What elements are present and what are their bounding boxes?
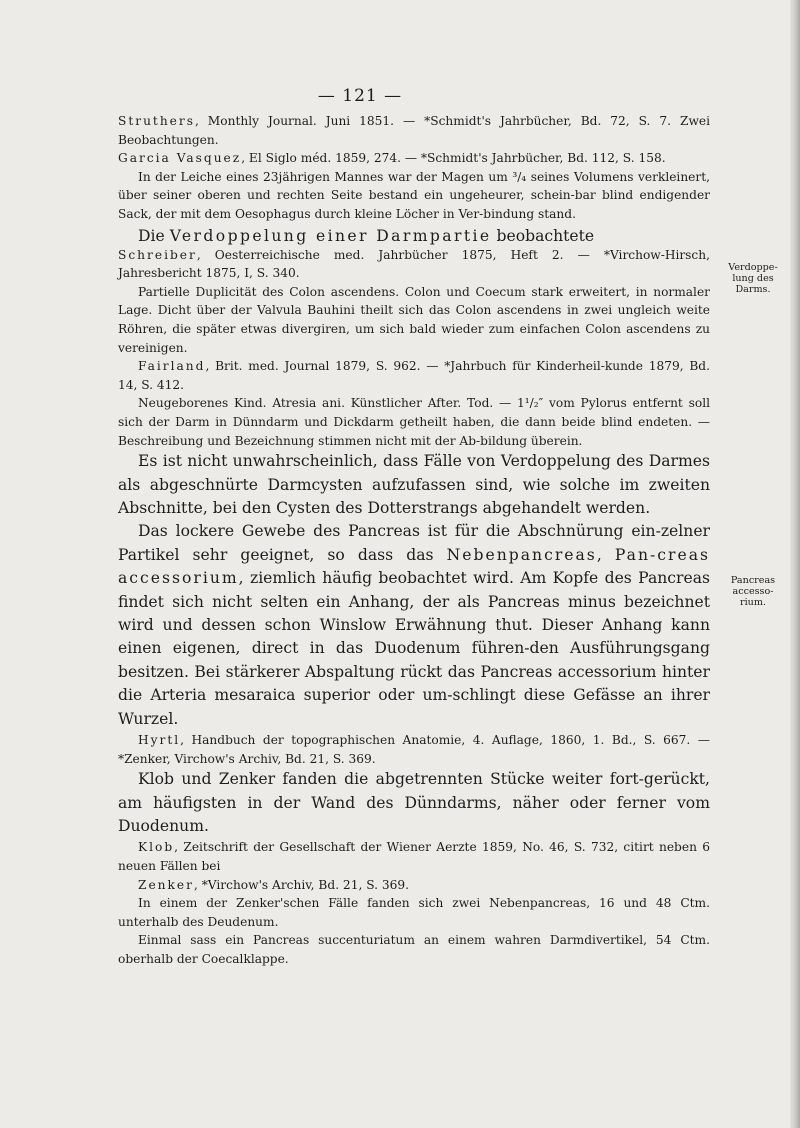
reference-schreiber: Schreiber, Oesterreichische med. Jahrbücher 1875, Heft 2. — *Virchow-Hirsch, Jahresbericht 1875, I, S. 340. [118,247,710,281]
reference-klob: Klob, Zeitschrift der Gesellschaft der Wiener Aerzte 1859, No. 46, S. 732, citirt neben 6 neuen Fällen bei [118,840,710,873]
margin-note-line: Pancreas [730,575,776,586]
page-number: — 121 — [317,86,403,106]
case-description-colon: Partielle Duplicität des Colon ascendens. Colon und Coecum stark erweitert, in normaler Lage. Dicht über der Valvula Bauhini theilt sich das Colon ascendens in zwei ungleich weite Röhren, die später etwas divergiren, um sich bald wieder zum einfachen Colon ascendens zu vereinigen. [118,284,710,355]
margin-note-line: accesso- [732,586,774,597]
case-description-nebenpancreas: In einem der Zenker'schen Fälle fanden sich zwei Nebenpancreas, 16 und 48 Ctm. unterhalb des Deudenum. [118,896,710,929]
paragraph-darmcysten: Es ist nicht unwahrscheinlich, dass Fälle von Verdoppelung des Darmes als abgeschnürte Darmcysten aufzufassen sind, wie solche im zweiten Abschnitte, bei den Cysten des Dotterstrangs abgehandelt werden. [118,452,710,517]
margin-note-line: Verdoppe- [728,262,778,273]
reference-garcia-vasquez: Garcia Vasquez, El Siglo méd. 1859, 274. — *Schmidt's Jahrbücher, Bd. 112, S. 158. [118,151,666,166]
case-description-atresia: Neugeborenes Kind. Atresia ani. Künstlicher After. Tod. — 1¹/₂″ vom Pylorus entfernt soll sich der Darm in Dünndarm und Dickdarm getheilt haben, die dann beide blind endeten. — Beschreibung und Bezeichnung stimmen nicht mit der Ab-bildung überein. [118,396,710,448]
reference-struthers: Struthers, Monthly Journal. Juni 1851. — *Schmidt's Jahrbücher, Bd. 72, S. 7. Zwei Beobachtungen. [118,114,710,147]
reference-fairland: Fairland, Brit. med. Journal 1879, S. 962. — *Jahrbuch für Kinderheil-kunde 1879, Bd. 14, S. 412. [118,359,710,392]
section-heading-verdoppelung: Die Verdoppelung einer Darmpartie beobachtete [138,226,595,245]
margin-note-line: lung des [732,273,774,284]
case-description-divertikel: Einmal sass ein Pancreas succenturiatum an einem wahren Darmdivertikel, 54 Ctm. oberhalb der Coecalklappe. [118,933,710,966]
paragraph-klob-zenker: Klob und Zenker fanden die abgetrennten Stücke weiter fort-gerückt, am häufigsten in der Wand des Dünndarms, näher oder ferner vom Duodenum. [118,770,710,835]
text-column [118,112,710,969]
case-description-magen: In der Leiche eines 23jährigen Mannes war der Magen um ³/₄ seines Volumens verkleinert, über seiner oberen und rechten Seite bestand ein ungeheurer, schein-bar blind endigender Sack, der mit dem Oesophagus durch kleine Löcher in Ver-bindung stand. [118,169,710,221]
margin-note-line: Darms. [735,284,771,295]
margin-note-pancreas [722,575,784,608]
margin-note-verdoppelung [722,262,784,295]
reference-zenker: Zenker, *Virchow's Archiv, Bd. 21, S. 369. [138,877,409,892]
page-edge [790,0,800,1128]
paragraph-pancreas: Das lockere Gewebe des Pancreas ist für die Abschnürung ein-zelner Partikel sehr geeignet, so dass das Nebenpancreas, Pan-creas accessorium, ziemlich häufig beobachtet wird. Am Kopfe des Pancreas findet sich nicht selten ein Anhang, der als Pancreas minus bezeichnet wird und dessen schon Winslow Erwähnung thut. Dieser Anhang kann einen eigenen, direct in das Duodenum führen-den Ausführungsgang besitzen. Bei stärkerer Abspaltung rückt das Pancreas accessorium hinter die Arteria mesaraica superior oder um-schlingt diese Gefässe an ihrer Wurzel. [118,522,710,728]
reference-hyrtl: Hyrtl, Handbuch der topographischen Anatomie, 4. Auflage, 1860, 1. Bd., S. 667. — *Zenker, Virchow's Archiv, Bd. 21, S. 369. [118,732,710,766]
margin-note-line: rium. [740,597,766,608]
